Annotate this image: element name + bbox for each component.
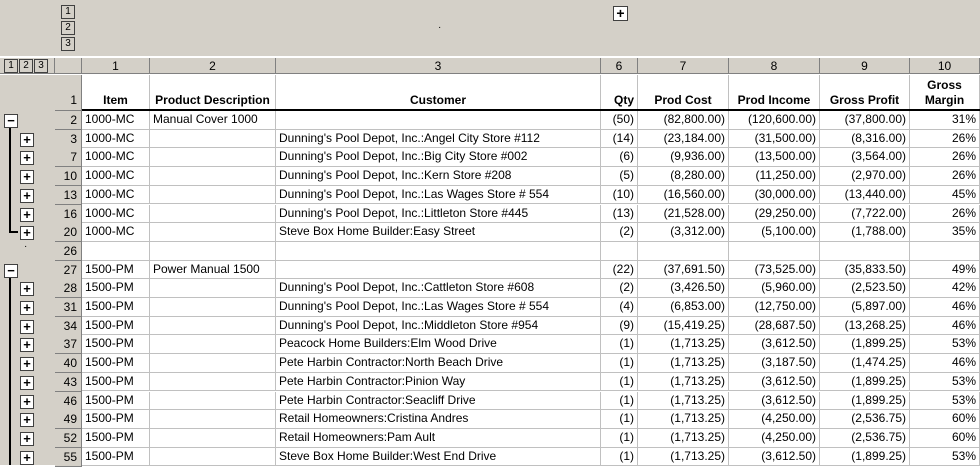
customer-cell[interactable]: Dunning's Pool Depot, Inc.:Cattleton Store #608 [276, 279, 601, 297]
row-header[interactable]: 46 [55, 392, 82, 411]
qty-cell[interactable]: (2) [601, 279, 638, 297]
table-row [82, 186, 980, 205]
item-cell[interactable]: 1000-MC [82, 205, 150, 223]
expand-detail-button[interactable]: + [20, 320, 34, 334]
collapse-group-button[interactable]: − [4, 114, 18, 128]
gross-margin-cell[interactable]: 53% [910, 392, 980, 410]
item-cell[interactable]: 1500-PM [82, 410, 150, 428]
table-row [82, 354, 980, 373]
collapse-group-button[interactable]: − [4, 264, 18, 278]
expand-detail-button[interactable]: + [20, 189, 34, 203]
gross-margin-cell[interactable]: 26% [910, 130, 980, 148]
prod-income-cell[interactable]: (3,612.50) [729, 448, 820, 466]
header-customer[interactable]: Customer [276, 75, 601, 109]
expand-detail-button[interactable]: + [20, 133, 34, 147]
item-cell[interactable]: 1500-PM [82, 335, 150, 353]
qty-cell[interactable]: (1) [601, 392, 638, 410]
row-outline-gutter [0, 75, 55, 465]
column-header-9[interactable]: 9 [820, 58, 910, 74]
customer-cell[interactable]: Dunning's Pool Depot, Inc.:Littleton Store #445 [276, 205, 601, 223]
item-cell[interactable]: 1000-MC [82, 167, 150, 185]
gross-profit-cell[interactable]: (1,899.25) [820, 335, 910, 353]
customer-cell[interactable]: Pete Harbin Contractor:Pinion Way [276, 373, 601, 391]
gross-margin-cell[interactable]: 53% [910, 448, 980, 466]
expand-detail-button[interactable]: + [20, 357, 34, 371]
gross-margin-cell[interactable]: 46% [910, 298, 980, 316]
description-cell[interactable] [150, 298, 276, 316]
row-header[interactable]: 3 [55, 130, 82, 149]
report-header-row [82, 75, 980, 111]
prod-income-cell[interactable]: (3,612.50) [729, 335, 820, 353]
prod-income-cell[interactable]: (31,500.00) [729, 130, 820, 148]
description-cell[interactable] [150, 148, 276, 166]
table-row [82, 335, 980, 354]
header-qty[interactable]: Qty [601, 75, 638, 109]
customer-cell[interactable]: Steve Box Home Builder:West End Drive [276, 448, 601, 466]
prod-cost-cell[interactable]: (1,713.25) [638, 429, 729, 447]
description-cell[interactable] [150, 448, 276, 466]
prod-income-cell[interactable]: (3,187.50) [729, 354, 820, 372]
item-cell[interactable]: 1500-PM [82, 448, 150, 466]
gross-profit-cell[interactable]: (35,833.50) [820, 261, 910, 279]
gross-margin-cell[interactable]: 35% [910, 223, 980, 241]
column-header-bar [0, 58, 980, 74]
row-header[interactable]: 49 [55, 410, 82, 429]
gross-profit-cell[interactable]: (7,722.00) [820, 205, 910, 223]
gross-margin-cell[interactable]: 26% [910, 167, 980, 185]
prod-cost-cell[interactable]: (82,800.00) [638, 111, 729, 129]
description-cell[interactable] [150, 279, 276, 297]
row-header[interactable]: 43 [55, 373, 82, 392]
description-cell[interactable] [150, 317, 276, 335]
row-header[interactable]: 27 [55, 261, 82, 280]
customer-cell[interactable]: Dunning's Pool Depot, Inc.:Las Wages Store # 554 [276, 186, 601, 204]
column-expand-button[interactable]: + [613, 6, 628, 21]
customer-cell[interactable]: Dunning's Pool Depot, Inc.:Middleton Store #954 [276, 317, 601, 335]
row-level-2-button[interactable]: 2 [19, 59, 33, 73]
customer-cell[interactable]: Retail Homeowners:Cristina Andres [276, 410, 601, 428]
customer-cell[interactable] [276, 111, 601, 129]
table-row [82, 205, 980, 224]
column-outline-bar [0, 0, 980, 56]
row-header[interactable]: 37 [55, 335, 82, 354]
gross-margin-cell[interactable]: 53% [910, 335, 980, 353]
description-cell[interactable] [150, 429, 276, 447]
customer-cell[interactable]: Steve Box Home Builder:Easy Street [276, 223, 601, 241]
item-cell[interactable]: 1500-PM [82, 317, 150, 335]
description-cell[interactable]: Power Manual 1500 [150, 261, 276, 279]
row-header[interactable]: 28 [55, 279, 82, 298]
row-header[interactable]: 26 [55, 242, 82, 261]
table-row [82, 410, 980, 429]
gross-profit-cell[interactable]: (1,788.00) [820, 223, 910, 241]
outline-bracket-line [9, 278, 11, 465]
item-cell[interactable]: 1000-MC [82, 186, 150, 204]
customer-cell[interactable]: Dunning's Pool Depot, Inc.:Las Wages Store # 554 [276, 298, 601, 316]
prod-cost-cell[interactable]: (21,528.00) [638, 205, 729, 223]
row-level-1-button[interactable]: 1 [4, 59, 18, 73]
qty-cell[interactable]: (5) [601, 167, 638, 185]
prod-cost-cell[interactable]: (1,713.25) [638, 448, 729, 466]
qty-cell[interactable]: (4) [601, 298, 638, 316]
qty-cell[interactable]: (22) [601, 261, 638, 279]
row-level-buttons [0, 58, 55, 74]
table-row [82, 392, 980, 411]
table-row [82, 279, 980, 298]
qty-cell[interactable]: (14) [601, 130, 638, 148]
table-row [82, 130, 980, 149]
prod-income-cell[interactable]: (3,612.50) [729, 373, 820, 391]
header-gross-margin[interactable]: Gross Margin [910, 75, 980, 109]
row-header[interactable]: 40 [55, 354, 82, 373]
expand-detail-button[interactable]: + [20, 376, 34, 390]
row-header[interactable]: 7 [55, 148, 82, 167]
qty-cell[interactable]: (13) [601, 205, 638, 223]
description-cell[interactable] [150, 373, 276, 391]
qty-cell[interactable]: (50) [601, 111, 638, 129]
description-cell[interactable] [150, 242, 276, 260]
description-cell[interactable] [150, 167, 276, 185]
description-cell[interactable] [150, 392, 276, 410]
description-cell[interactable]: Manual Cover 1000 [150, 111, 276, 129]
item-cell[interactable]: 1000-MC [82, 223, 150, 241]
prod-cost-cell[interactable]: (37,691.50) [638, 261, 729, 279]
qty-cell[interactable]: (1) [601, 354, 638, 372]
header-gross-profit[interactable]: Gross Profit [820, 75, 910, 109]
qty-cell[interactable]: (1) [601, 373, 638, 391]
qty-cell[interactable]: (1) [601, 429, 638, 447]
header-product-description[interactable]: Product Description [150, 75, 276, 109]
row-header[interactable]: 2 [55, 111, 82, 130]
description-cell[interactable] [150, 223, 276, 241]
item-cell[interactable] [82, 242, 150, 260]
gross-profit-cell[interactable]: (2,536.75) [820, 410, 910, 428]
prod-cost-cell[interactable]: (8,280.00) [638, 167, 729, 185]
prod-income-cell[interactable]: (5,100.00) [729, 223, 820, 241]
outline-bracket-foot [9, 231, 18, 233]
prod-income-cell[interactable]: (4,250.00) [729, 410, 820, 428]
qty-cell[interactable]: (1) [601, 410, 638, 428]
table-row [82, 429, 980, 448]
customer-cell[interactable]: Peacock Home Builders:Elm Wood Drive [276, 335, 601, 353]
item-cell[interactable]: 1500-PM [82, 373, 150, 391]
qty-cell[interactable]: (9) [601, 317, 638, 335]
table-row [82, 261, 980, 280]
row-header[interactable]: 10 [55, 167, 82, 186]
description-cell[interactable] [150, 205, 276, 223]
prod-cost-cell[interactable]: (1,713.25) [638, 410, 729, 428]
gross-profit-cell[interactable]: (13,268.25) [820, 317, 910, 335]
item-cell[interactable]: 1500-PM [82, 354, 150, 372]
table-row [82, 448, 980, 467]
qty-cell[interactable]: (10) [601, 186, 638, 204]
header-item[interactable]: Item [82, 75, 150, 109]
expand-detail-button[interactable]: + [20, 301, 34, 315]
prod-income-cell[interactable]: (13,500.00) [729, 148, 820, 166]
col-level-2-button[interactable]: 2 [61, 21, 75, 35]
prod-cost-cell[interactable]: (1,713.25) [638, 335, 729, 353]
prod-income-cell[interactable]: (11,250.00) [729, 167, 820, 185]
customer-cell[interactable] [276, 242, 601, 260]
gross-profit-cell[interactable]: (5,897.00) [820, 298, 910, 316]
customer-cell[interactable]: Dunning's Pool Depot, Inc.:Kern Store #208 [276, 167, 601, 185]
gross-margin-cell[interactable] [910, 242, 980, 260]
item-cell[interactable]: 1500-PM [82, 279, 150, 297]
qty-cell[interactable]: (1) [601, 448, 638, 466]
table-row [82, 317, 980, 336]
prod-income-cell[interactable]: (3,612.50) [729, 392, 820, 410]
customer-cell[interactable]: Dunning's Pool Depot, Inc.:Angel City Store #112 [276, 130, 601, 148]
gross-profit-cell[interactable]: (1,474.25) [820, 354, 910, 372]
expand-detail-button[interactable]: + [20, 395, 34, 409]
prod-cost-cell[interactable]: (3,426.50) [638, 279, 729, 297]
row-header[interactable]: 34 [55, 317, 82, 336]
gross-margin-cell[interactable]: 26% [910, 205, 980, 223]
row-header[interactable]: 52 [55, 429, 82, 448]
item-cell[interactable]: 1000-MC [82, 148, 150, 166]
prod-income-cell[interactable]: (12,750.00) [729, 298, 820, 316]
gross-profit-cell[interactable] [820, 242, 910, 260]
expand-detail-button[interactable]: + [20, 226, 34, 240]
outline-dot: · [24, 240, 28, 252]
column-header-3[interactable]: 3 [276, 58, 601, 74]
table-row [82, 242, 980, 261]
expand-detail-button[interactable]: + [20, 413, 34, 427]
gross-margin-cell[interactable]: 60% [910, 410, 980, 428]
customer-cell[interactable] [276, 261, 601, 279]
column-header-8[interactable]: 8 [729, 58, 820, 74]
table-row [82, 111, 980, 130]
table-row [82, 373, 980, 392]
prod-cost-cell[interactable]: (23,184.00) [638, 130, 729, 148]
description-cell[interactable] [150, 410, 276, 428]
expand-detail-button[interactable]: + [20, 432, 34, 446]
description-cell[interactable] [150, 335, 276, 353]
column-header-2[interactable]: 2 [150, 58, 276, 74]
gross-profit-cell[interactable]: (8,316.00) [820, 130, 910, 148]
prod-income-cell[interactable]: (4,250.00) [729, 429, 820, 447]
prod-income-cell[interactable]: (73,525.00) [729, 261, 820, 279]
gross-profit-cell[interactable]: (37,800.00) [820, 111, 910, 129]
prod-cost-cell[interactable]: (9,936.00) [638, 148, 729, 166]
expand-detail-button[interactable]: + [20, 208, 34, 222]
qty-cell[interactable] [601, 242, 638, 260]
prod-income-cell[interactable] [729, 242, 820, 260]
row-header[interactable]: 13 [55, 186, 82, 205]
expand-detail-button[interactable]: + [20, 151, 34, 165]
column-header-7[interactable]: 7 [638, 58, 729, 74]
item-cell[interactable]: 1000-MC [82, 111, 150, 129]
qty-cell[interactable]: (2) [601, 223, 638, 241]
gross-margin-cell[interactable]: 42% [910, 279, 980, 297]
description-cell[interactable] [150, 354, 276, 372]
gross-profit-cell[interactable]: (2,970.00) [820, 167, 910, 185]
row-header[interactable]: 1 [55, 75, 82, 111]
prod-income-cell[interactable]: (30,000.00) [729, 186, 820, 204]
outline-dot: · [438, 22, 442, 33]
item-cell[interactable]: 1500-PM [82, 261, 150, 279]
table-row [82, 298, 980, 317]
gross-profit-cell[interactable]: (1,899.25) [820, 448, 910, 466]
customer-cell[interactable]: Pete Harbin Contractor:North Beach Drive [276, 354, 601, 372]
prod-cost-cell[interactable] [638, 242, 729, 260]
row-header[interactable]: 31 [55, 298, 82, 317]
gross-margin-cell[interactable]: 53% [910, 373, 980, 391]
column-header-1[interactable]: 1 [82, 58, 150, 74]
row-header[interactable]: 55 [55, 448, 82, 467]
prod-income-cell[interactable]: (120,600.00) [729, 111, 820, 129]
expand-detail-button[interactable]: + [20, 282, 34, 296]
qty-cell[interactable]: (1) [601, 335, 638, 353]
gross-profit-cell[interactable]: (2,536.75) [820, 429, 910, 447]
prod-income-cell[interactable]: (28,687.50) [729, 317, 820, 335]
row-header[interactable]: 16 [55, 205, 82, 224]
row-header[interactable]: 20 [55, 223, 82, 242]
customer-cell[interactable]: Pete Harbin Contractor:Seacliff Drive [276, 392, 601, 410]
expand-detail-button[interactable]: + [20, 170, 34, 184]
expand-detail-button[interactable]: + [20, 338, 34, 352]
prod-income-cell[interactable]: (29,250.00) [729, 205, 820, 223]
gross-profit-cell[interactable]: (1,899.25) [820, 373, 910, 391]
prod-cost-cell[interactable]: (15,419.25) [638, 317, 729, 335]
prod-cost-cell[interactable]: (1,713.25) [638, 373, 729, 391]
gross-profit-cell[interactable]: (2,523.50) [820, 279, 910, 297]
gross-margin-cell[interactable]: 60% [910, 429, 980, 447]
gross-margin-cell[interactable]: 31% [910, 111, 980, 129]
qty-cell[interactable]: (6) [601, 148, 638, 166]
gross-profit-cell[interactable]: (1,899.25) [820, 392, 910, 410]
table-row [82, 148, 980, 167]
gross-margin-cell[interactable]: 49% [910, 261, 980, 279]
prod-cost-cell[interactable]: (16,560.00) [638, 186, 729, 204]
gross-margin-cell[interactable]: 46% [910, 354, 980, 372]
gross-margin-cell[interactable]: 26% [910, 148, 980, 166]
item-cell[interactable]: 1500-PM [82, 392, 150, 410]
expand-detail-button[interactable]: + [20, 451, 34, 465]
description-cell[interactable] [150, 130, 276, 148]
prod-cost-cell[interactable]: (1,713.25) [638, 354, 729, 372]
description-cell[interactable] [150, 186, 276, 204]
item-cell[interactable]: 1000-MC [82, 130, 150, 148]
col-level-1-button[interactable]: 1 [61, 5, 75, 19]
table-row [82, 223, 980, 242]
item-cell[interactable]: 1500-PM [82, 429, 150, 447]
prod-income-cell[interactable]: (5,960.00) [729, 279, 820, 297]
select-all-corner[interactable] [55, 58, 82, 74]
gross-margin-cell[interactable]: 45% [910, 186, 980, 204]
prod-cost-cell[interactable]: (1,713.25) [638, 392, 729, 410]
gross-profit-cell[interactable]: (3,564.00) [820, 148, 910, 166]
customer-cell[interactable]: Dunning's Pool Depot, Inc.:Big City Store #002 [276, 148, 601, 166]
row-level-3-button[interactable]: 3 [34, 59, 48, 73]
customer-cell[interactable]: Retail Homeowners:Pam Ault [276, 429, 601, 447]
header-prod-income[interactable]: Prod Income [729, 75, 820, 109]
prod-cost-cell[interactable]: (6,853.00) [638, 298, 729, 316]
table-row [82, 167, 980, 186]
item-cell[interactable]: 1500-PM [82, 298, 150, 316]
header-prod-cost[interactable]: Prod Cost [638, 75, 729, 109]
outline-bracket-line [9, 128, 11, 231]
prod-cost-cell[interactable]: (3,312.00) [638, 223, 729, 241]
gross-profit-cell[interactable]: (13,440.00) [820, 186, 910, 204]
col-level-3-button[interactable]: 3 [61, 37, 75, 51]
column-header-10[interactable]: 10 [910, 58, 980, 74]
column-header-6[interactable]: 6 [601, 58, 638, 74]
gross-margin-cell[interactable]: 46% [910, 317, 980, 335]
